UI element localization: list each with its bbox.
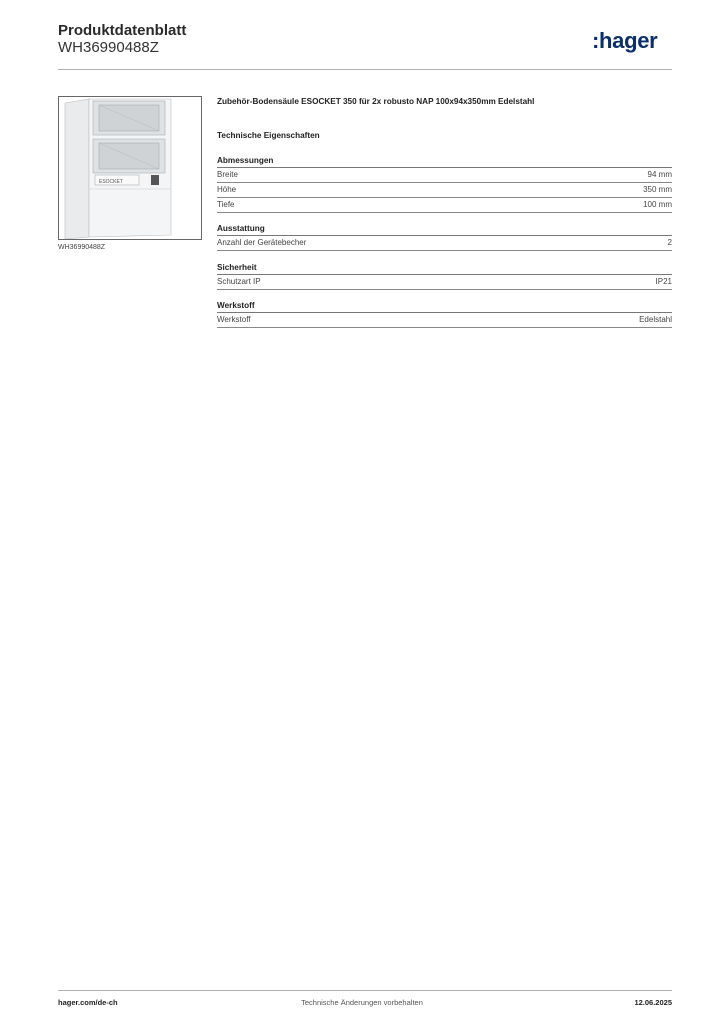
row-label: Tiefe xyxy=(217,200,235,209)
row-label: Schutzart IP xyxy=(217,277,261,286)
footer-date: 12.06.2025 xyxy=(634,998,672,1007)
footer-website: hager.com/de-ch xyxy=(58,998,118,1007)
row-value: IP21 xyxy=(655,277,672,286)
product-code: WH36990488Z xyxy=(58,39,159,56)
row-label: Anzahl der Gerätebecher xyxy=(217,238,307,247)
page-title: Produktdatenblatt xyxy=(58,22,187,39)
row-label: Werkstoff xyxy=(217,315,251,324)
section-title: Ausstattung xyxy=(217,223,672,236)
section-title: Abmessungen xyxy=(217,155,672,168)
row-value: Edelstahl xyxy=(639,315,672,324)
section-title: Werkstoff xyxy=(217,300,672,313)
footer-divider xyxy=(58,990,672,991)
image-caption: WH36990488Z xyxy=(58,244,106,251)
table-row xyxy=(217,183,672,198)
table-row xyxy=(217,168,672,183)
section-dimensions xyxy=(217,155,672,213)
logo-text: hager xyxy=(599,28,658,53)
table-row xyxy=(217,313,672,328)
table-row xyxy=(217,275,672,290)
floor-column-illustration xyxy=(59,97,201,239)
section-material xyxy=(217,300,672,328)
tech-properties-title: Technische Eigenschaften xyxy=(217,131,320,140)
row-value: 100 mm xyxy=(643,200,672,209)
header-divider xyxy=(58,69,672,70)
table-row xyxy=(217,198,672,213)
row-label: Höhe xyxy=(217,185,237,194)
section-equipment xyxy=(217,223,672,251)
row-value: 2 xyxy=(667,238,672,247)
hager-logo: :hager xyxy=(592,28,658,53)
table-row xyxy=(217,236,672,251)
product-title: Zubehör-Bodensäule ESOCKET 350 für 2x robusto NAP 100x94x350mm Edelstahl xyxy=(217,97,535,106)
footer-disclaimer: Technische Änderungen vorbehalten xyxy=(301,998,423,1007)
section-title: Sicherheit xyxy=(217,262,672,275)
section-safety xyxy=(217,262,672,290)
row-value: 350 mm xyxy=(643,185,672,194)
device-label: ESOCKET xyxy=(99,179,123,185)
row-label: Breite xyxy=(217,170,238,179)
product-image xyxy=(58,96,202,240)
row-value: 94 mm xyxy=(647,170,672,179)
